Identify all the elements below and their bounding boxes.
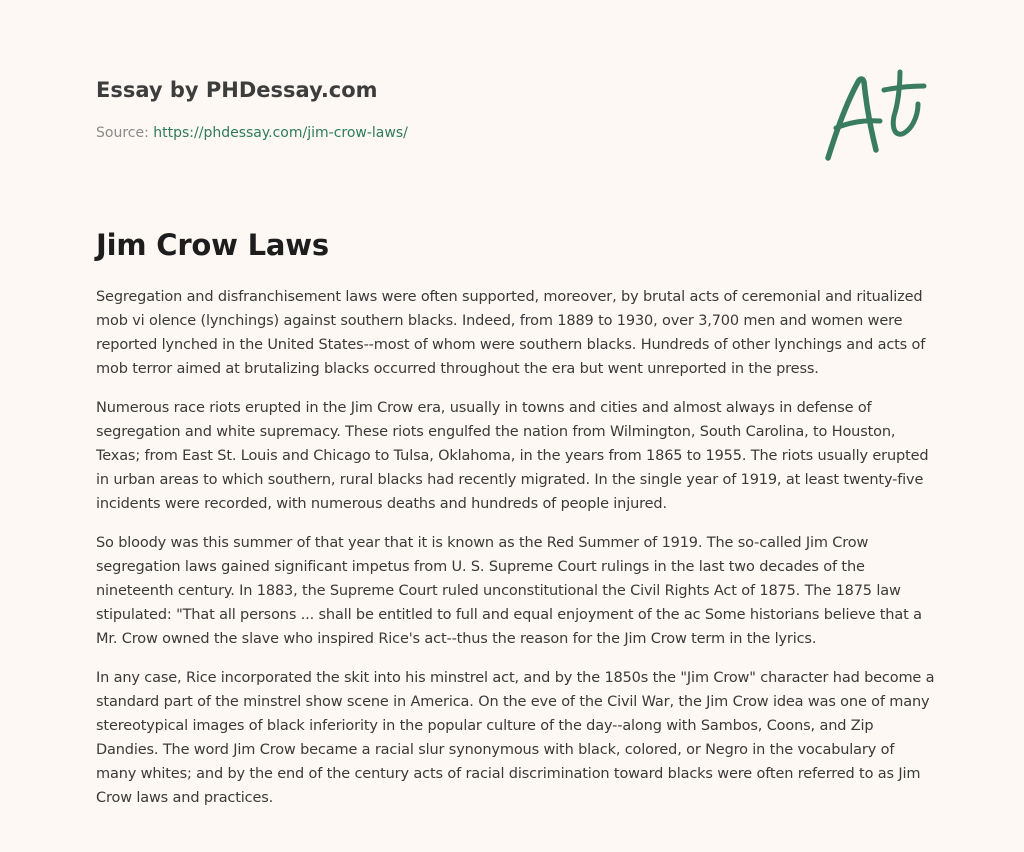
- article-paragraph: Numerous race riots erupted in the Jim Crow era, usually in towns and cities and almost always in defense of segregation and white supremacy. These riots engulfed the nation from Wilmington, South Carolina, to Houston, Texas; from East St. Louis and Chicago to Tulsa, Oklahoma, in the years from 1865 to 1955. The riots usually erupted in urban areas to which southern, rural blacks had recently migrated. In the single year of 1919, at least twenty-five incidents were recorded, with numerous deaths and hundreds of people injured.: [96, 400, 929, 512]
- article-paragraph: So bloody was this summer of that year that it is known as the Red Summer of 1919. The so-called Jim Crow segregation laws gained significant impetus from U. S. Supreme Court rulings in the last two decades of the nineteenth century. In 1883, the Supreme Court ruled unconstitutional the Civil Rights Act of 1875. The 1875 law stipulated: "That all persons ... shall be entitled to full and equal enjoyment of the ac Some historians believe that a Mr. Crow owned the slave who inspired Rice's act--thus the reason for the Jim Crow term in the lyrics.: [96, 535, 922, 647]
- article-paragraph: Segregation and disfranchisement laws were often supported, moreover, by brutal acts of ceremonial and ritualized mob vi olence (lynchings) against southern blacks. Indeed, from 1889 to 1930, over 3,700 men and women were reported lynched in the United States--most of whom were southern blacks. Hundreds of other lynchings and acts of mob terror aimed at brutalizing blacks occurred throughout the era but went unreported in the press.: [96, 289, 926, 377]
- source-label: Source:: [96, 125, 149, 141]
- page-header: [96, 74, 736, 144]
- source-line: [96, 122, 736, 144]
- site-title: Essay by PHDessay.com: [96, 78, 378, 102]
- source-link[interactable]: https://phdessay.com/jim-crow-laws/: [153, 125, 408, 141]
- article-paragraph: In any case, Rice incorporated the skit into his minstrel act, and by the 1850s the "Jim Crow" character had become a standard part of the minstrel show scene in America. On the eve of the Civil War, the Jim Crow idea was one of many stereotypical images of black inferiority in the popular culture of the day--along with Sambos, Coons, and Zip Dandies. The word Jim Crow became a racial slur synonymous with black, colored, or Negro in the vocabulary of many whites; and by the end of the century acts of racial discrimination toward blacks were often referred to as Jim Crow laws and practices.: [96, 670, 935, 806]
- a-plus-grade-icon: [820, 64, 930, 168]
- page-title: Jim Crow Laws: [96, 228, 329, 262]
- article-body: [96, 285, 936, 825]
